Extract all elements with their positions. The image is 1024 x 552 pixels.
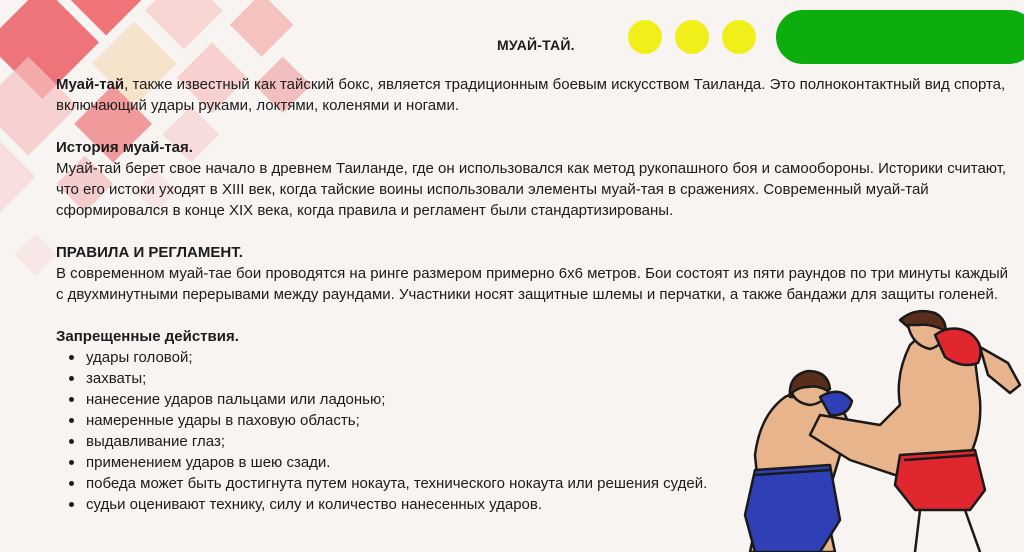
list-item: судьи оценивают технику, силу и количество нанесенных ударов.	[86, 494, 1016, 515]
intro-text: , также известный как тайский бокс, является традиционным боевым искусством Таиланда. Это полноконтактный вид спорта, включающий удары руками, локтями, коленями и ногами.	[56, 76, 1006, 114]
history-heading: История муай-тая.	[56, 139, 193, 156]
list-item: захваты;	[86, 368, 1016, 389]
banned-heading: Запрещенные действия.	[56, 328, 239, 345]
rules-heading: ПРАВИЛА И РЕГЛАМЕНТ.	[56, 244, 243, 261]
yellow-dot-1	[628, 20, 662, 54]
list-item: нанесение ударов пальцами или ладонью;	[86, 389, 1016, 410]
list-item: намеренные удары в паховую область;	[86, 410, 1016, 431]
rules-paragraph: В современном муай-тае бои проводятся на ринге размером примерно 6х6 метров. Бои состоят из пяти раундов по три минуты каждый с двухминутными перерывами между раундами. Участники носят защитные шлемы и перчатки, а также бандажи для защиты голеней.	[56, 265, 1009, 303]
intro-term: Муай-тай	[56, 76, 125, 93]
green-header-bar	[776, 10, 1024, 64]
list-item: победа может быть достигнута путем нокаута, технического нокаута или решения судей.	[86, 473, 1016, 494]
muay-thai-fighters-illustration	[730, 305, 1024, 552]
yellow-dot-2	[675, 20, 709, 54]
list-item: удары головой;	[86, 347, 1016, 368]
list-item: применением ударов в шею сзади.	[86, 452, 1016, 473]
history-paragraph: Муай-тай берет свое начало в древнем Таиланде, где он использовался как метод рукопашного боя и самообороны. Историки считают, что его истоки уходят в XIII век, когда тайские воины использовали элементы муай-тая в сражениях. Современный муай-тай сформировался в конце XIX века, когда правила и регламент были стандартизированы.	[56, 160, 1007, 219]
list-item: выдавливание глаз;	[86, 431, 1016, 452]
page-title: МУАЙ-ТАЙ.	[497, 37, 575, 53]
yellow-dot-3	[722, 20, 756, 54]
intro-paragraph	[56, 74, 1016, 116]
